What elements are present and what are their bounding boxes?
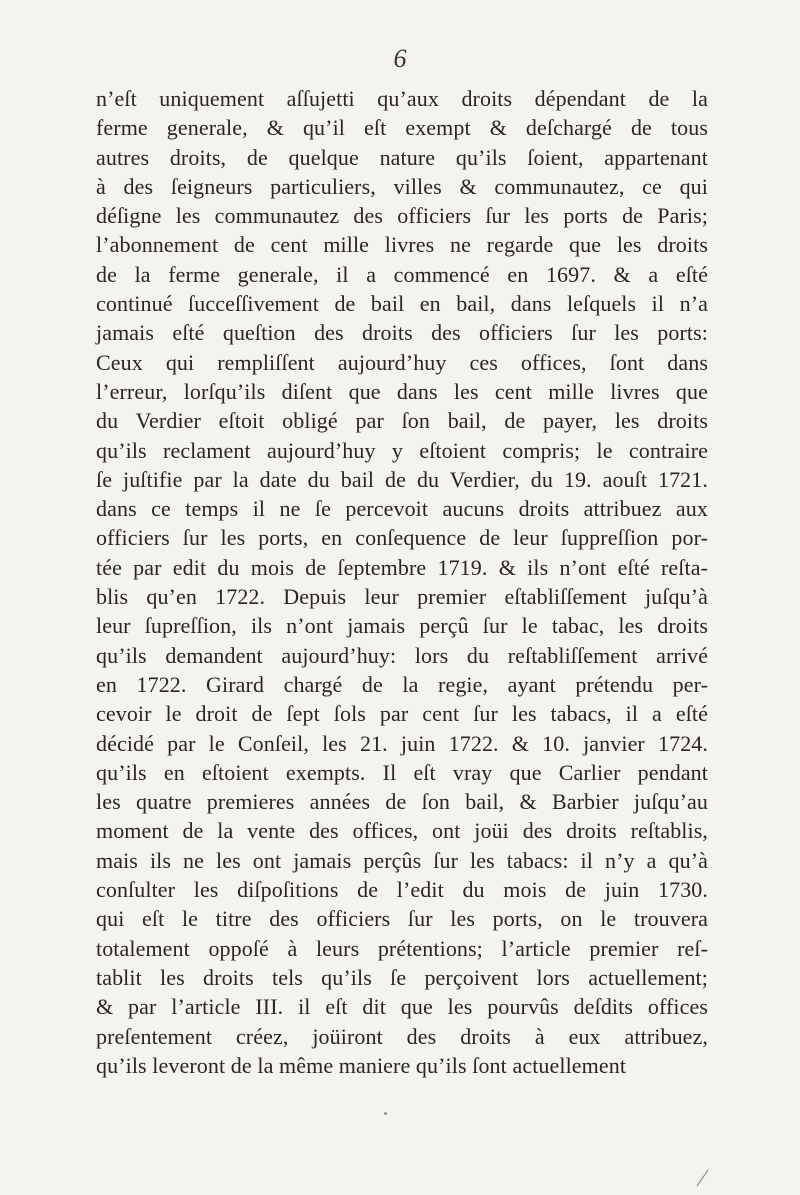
text-line: blis qu’en 1722. Depuis leur premier eſtabliſſement juſqu’à [96,584,708,610]
text-line: à des ſeigneurs particuliers, villes & communautez, ce qui [96,173,708,199]
text-line: dans ce temps il ne ſe percevoit aucuns droits attribuez aux [96,496,708,522]
body-text [96,84,708,1080]
text-line: qu’ils demandent aujourd’huy: lors du reſtabliſſement arrivé [96,642,708,668]
text-line: jamais eſté queſtion des droits des officiers ſur les ports: [96,320,708,346]
text-line: n’eſt uniquement aſſujetti qu’aux droits dépendant de la [96,86,708,111]
text-line: preſentement créez, joüiront des droits à eux attribuez, [96,1023,708,1049]
text-line: leur ſupreſſion, ils n’ont jamais perçû ſur le tabac, les droits [96,613,708,639]
text-line: cevoir le droit de ſept ſols par cent ſur les tabacs, il a eſté [96,701,708,727]
text-line: ferme generale, & qu’il eſt exempt & deſchargé de tous [96,115,708,141]
text-line: du Verdier eſtoit obligé par ſon bail, de payer, les droits [96,408,708,434]
text-line: tée par edit du mois de ſeptembre 1719. & ils n’ont eſté reſta- [96,554,708,580]
text-line: officiers ſur les ports, en conſequence de leur ſuppreſſion por- [96,525,708,551]
text-line: en 1722. Girard chargé de la regie, ayant prétendu per- [96,671,708,697]
text-line: l’abonnement de cent mille livres ne regarde que les droits [96,232,708,258]
text-line: Ceux qui rempliſſent aujourd’huy ces offices, ſont dans [96,349,708,375]
text-line: déſigne les communautez des officiers ſur les ports de Paris; [96,203,708,229]
page-number: 6 [393,44,407,73]
text-line: ſe juſtifie par la date du bail de du Verdier, du 19. aouſt 1721. [96,466,708,492]
text-line: de la ferme generale, il a commencé en 1697. & a eſté [96,261,708,287]
text-line: conſulter les diſpoſitions de l’edit du mois de juin 1730. [96,877,708,903]
text-line: l’erreur, lorſqu’ils diſent que dans les cent mille livres que [96,378,708,404]
text-line: qu’ils en eſtoient exempts. Il eſt vray que Carlier pendant [96,759,708,785]
text-line: qui eſt le titre des officiers ſur les ports, on le trouvera [96,906,708,932]
text-line: autres droits, de quelque nature qu’ils ſoient, appartenant [96,144,708,170]
text-line: totalement oppoſé à leurs prétentions; l’article premier reſ- [96,935,708,961]
text-line: mais ils ne les ont jamais perçûs ſur les tabacs: il n’y a qu’à [96,847,708,873]
ink-speck [384,1112,387,1115]
text-line: qu’ils reclament aujourd’huy y eſtoient compris; le contraire [96,437,708,463]
text-line: tablit les droits tels qu’ils ſe perçoivent lors actuellement; [96,964,708,990]
text-line: qu’ils leveront de la même maniere qu’ils ſont actuellement [96,1052,627,1078]
scan-mark [696,1170,708,1187]
text-line: continué ſucceſſivement de bail en bail, dans leſquels il n’a [96,291,708,317]
text-line: décidé par le Conſeil, les 21. juin 1722. & 10. janvier 1724. [96,730,708,756]
text-line: les quatre premieres années de ſon bail, & Barbier juſqu’au [96,789,708,815]
text-line: moment de la vente des offices, ont joüi des droits reſtablis, [96,818,708,844]
text-line: & par l’article III. il eſt dit que les pourvûs deſdits offices [96,994,708,1020]
